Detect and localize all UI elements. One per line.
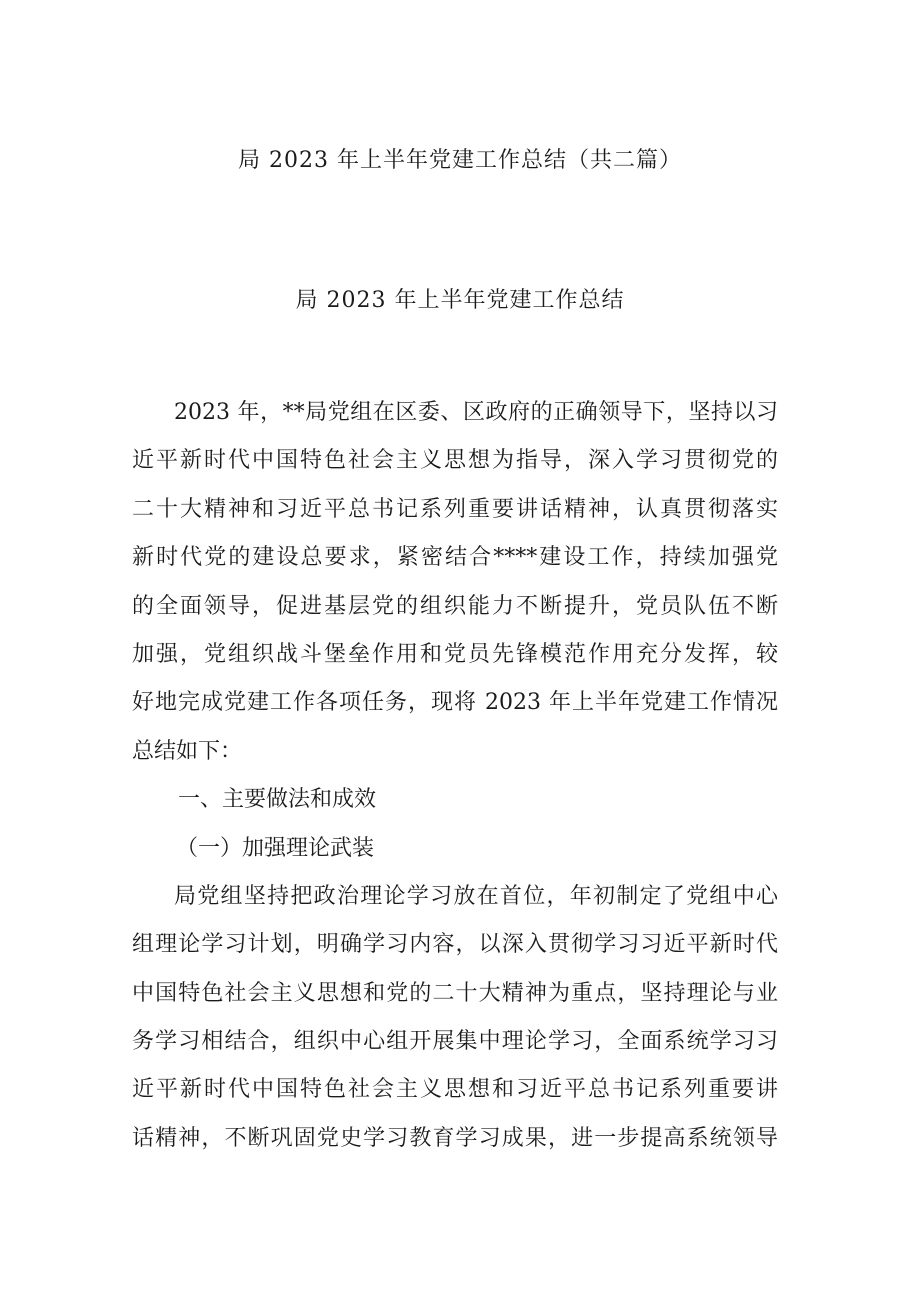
paragraph-line: 局党组坚持把政治理论学习放在首位，年初制定了党组中心 [174,883,778,909]
subsection-heading: （一）加强理论武装 [176,835,375,861]
paragraph-line: 话精神，不断巩固党史学习教育学习成果，进一步提高系统领导 [132,1125,778,1151]
paragraph-line: 中国特色社会主义思想和党的二十大精神为重点，坚持理论与业 [132,980,778,1006]
document-body [132,389,778,1163]
paragraph-line: 组理论学习计划，明确学习内容，以深入贯彻学习习近平新时代 [132,932,778,958]
paragraph-line: 的全面领导，促进基层党的组织能力不断提升，党员队伍不断 [132,593,778,619]
paragraph-line: 新时代党的建设总要求，紧密结合****建设工作，持续加强党 [132,545,778,571]
document-title: 局 2023 年上半年党建工作总结（共二篇） [238,148,682,173]
paragraph-line: 务学习相结合，组织中心组开展集中理论学习，全面系统学习习 [132,1029,778,1055]
section-heading: 一、主要做法和成效 [178,787,377,813]
paragraph-line: 好地完成党建工作各项任务，现将 2023 年上半年党建工作情况 [132,690,778,716]
document-subtitle: 局 2023 年上半年党建工作总结 [295,288,625,313]
paragraph-line: 2023 年，**局党组在区委、区政府的正确领导下，坚持以习 [174,400,778,425]
paragraph-line: 总结如下： [132,738,243,764]
paragraph-line: 近平新时代中国特色社会主义思想为指导，深入学习贯彻党的 [132,448,778,474]
paragraph-line: 二十大精神和习近平总书记系列重要讲话精神，认真贯彻落实 [132,496,778,522]
paragraph-line: 近平新时代中国特色社会主义思想和习近平总书记系列重要讲 [132,1077,778,1103]
paragraph-line: 加强，党组织战斗堡垒作用和党员先锋模范作用充分发挥，较 [132,641,778,667]
